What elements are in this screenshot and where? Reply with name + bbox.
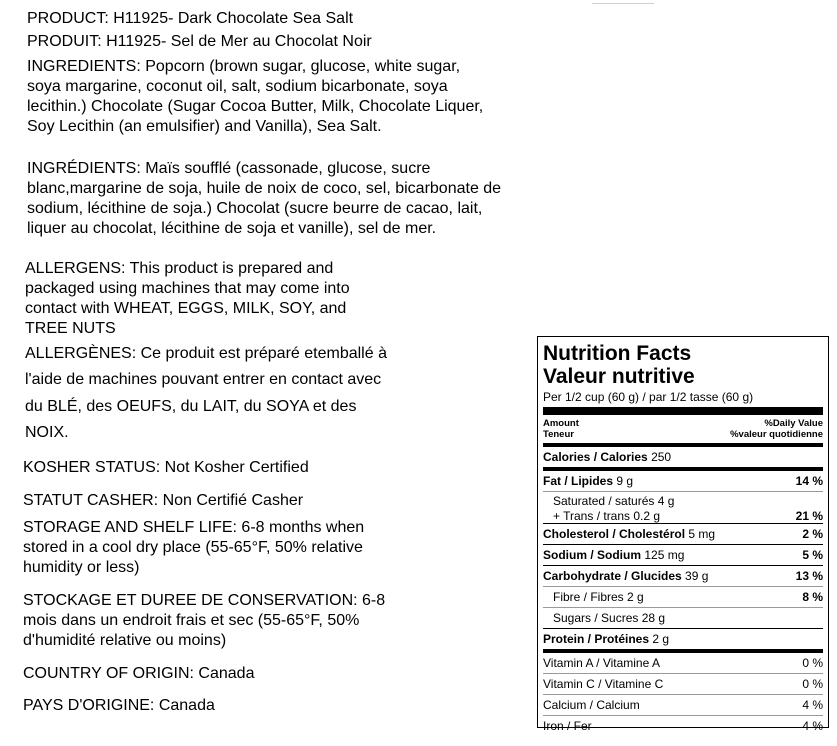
ingredients-en-line: lecithin.) Chocolate (Sugar Cocoa Butter, Milk, Chocolate Liquer, [27, 98, 484, 115]
fibre-label: Fibre / Fibres 2 g [553, 590, 644, 604]
trans-label: + Trans / trans 0.2 g [553, 509, 661, 523]
ingredients-en-line: soya margarine, coconut oil, salt, sodium bicarbonate, soya [27, 78, 448, 95]
allergens-en-line: packaged using machines that may come into [25, 280, 350, 297]
vitamin-label: Vitamin C / Vitamine C [543, 677, 664, 691]
carbohydrate-dv: 13 % [795, 569, 823, 583]
sat-trans-row [543, 492, 823, 524]
kosher-status-fr: STATUT CASHER: Non Certifié Casher [23, 492, 304, 509]
sugars-row [543, 608, 823, 629]
ingredients-fr-line: liquer au chocolat, lécithine de soja et vanille), sel de mer. [27, 220, 437, 237]
vitamin-row [543, 674, 823, 695]
carbohydrate-label: Carbohydrate / Glucides [543, 569, 682, 583]
storage-fr-line: d'humidité relative ou moins) [23, 632, 227, 649]
sodium-label: Sodium / Sodium [543, 548, 641, 562]
serving-size: Per 1/2 cup (60 g) / par 1/2 tasse (60 g) [543, 390, 823, 415]
ingredients-fr-line: INGRÉDIENTS: Maïs soufflé (cassonade, glucose, sucre [27, 160, 431, 177]
storage-en-line: stored in a cool dry place (55-65°F, 50% relative [23, 539, 363, 556]
vitamin-label: Vitamin A / Vitamine A [543, 656, 660, 670]
daily-value-label-en: %Daily Value [764, 418, 823, 429]
ingredients-en-line: Soy Lecithin (an emulsifier) and Vanilla), Sea Salt. [27, 118, 382, 135]
country-of-origin-fr: PAYS D'ORIGINE: Canada [23, 697, 215, 714]
sugars-label: Sugars / Sucres 28 g [553, 611, 666, 625]
vitamin-dv: 0 % [802, 656, 823, 670]
vitamin-dv: 4 % [802, 698, 823, 712]
ingredients-en-line: INGREDIENTS: Popcorn (brown sugar, glucose, white sugar, [27, 58, 461, 75]
cholesterol-dv: 2 % [802, 527, 823, 541]
fat-row [543, 471, 823, 492]
kosher-status-en: KOSHER STATUS: Not Kosher Certified [23, 459, 309, 476]
allergens-en-line: TREE NUTS [25, 320, 116, 337]
allergens-fr-line: l'aide de machines pouvant entrer en contact avec [25, 371, 382, 388]
allergens-en-line: ALLERGENS: This product is prepared and [25, 260, 334, 277]
vitamin-row [543, 653, 823, 674]
sodium-dv: 5 % [802, 548, 823, 562]
fat-label: Fat / Lipides [543, 474, 614, 488]
cholesterol-row [543, 524, 823, 545]
fibre-row [543, 587, 823, 608]
nutrition-title-fr: Valeur nutritive [543, 365, 695, 388]
sodium-amount: 125 mg [644, 548, 685, 562]
product-en: PRODUCT: H11925- Dark Chocolate Sea Salt [27, 10, 354, 27]
vitamin-row [543, 695, 823, 716]
product-fr: PRODUIT: H11925- Sel de Mer au Chocolat Noir [27, 33, 372, 50]
fat-dv: 14 % [795, 474, 823, 488]
vitamin-row [543, 716, 823, 736]
amount-label-fr: Teneur [543, 429, 574, 440]
protein-amount: 2 g [652, 632, 670, 646]
storage-en-line: STORAGE AND SHELF LIFE: 6-8 months when [23, 519, 365, 536]
vitamin-label: Iron / Fer [543, 719, 592, 733]
carbohydrate-amount: 39 g [685, 569, 709, 583]
protein-row [543, 629, 823, 653]
ingredients-fr-line: sodium, lécithine de soja.) Chocolat (sucre beurre de cacao, lait, [27, 200, 483, 217]
fat-amount: 9 g [616, 474, 634, 488]
cholesterol-label: Cholesterol / Cholestérol [543, 527, 686, 541]
allergens-fr-line: du BLÉ, des OEUFS, du LAIT, du SOYA et des [25, 398, 357, 415]
calories-value: 250 [651, 450, 672, 464]
protein-label: Protein / Protéines [543, 632, 650, 646]
sodium-row [543, 545, 823, 566]
allergens-en-line: contact with WHEAT, EGGS, MILK, SOY, and [25, 300, 347, 317]
country-of-origin-en: COUNTRY OF ORIGIN: Canada [23, 665, 255, 682]
fibre-dv: 8 % [802, 590, 823, 604]
calories-row [543, 447, 823, 471]
faint-header-mark [592, 0, 654, 4]
ingredients-fr-line: blanc,margarine de soja, huile de noix de coco, sel, bicarbonate de [27, 180, 502, 197]
calories-label: Calories / Calories [543, 450, 648, 464]
saturated-label: Saturated / saturés 4 g [553, 494, 675, 508]
storage-fr-line: STOCKAGE ET DUREE DE CONSERVATION: 6-8 [23, 592, 386, 609]
vitamin-dv: 4 % [802, 719, 823, 733]
cholesterol-amount: 5 mg [688, 527, 716, 541]
allergens-fr-line: NOIX. [25, 424, 69, 441]
nutrition-header [543, 415, 823, 447]
storage-fr-line: mois dans un endroit frais et sec (55-65°F, 50% [23, 612, 360, 629]
daily-value-label-fr: %valeur quotidienne [730, 429, 823, 440]
allergens-fr-line: ALLERGÈNES: Ce produit est préparé etemballé à [25, 345, 387, 362]
vitamin-label: Calcium / Calcium [543, 698, 640, 712]
carbohydrate-row [543, 566, 823, 587]
sat-trans-dv: 21 % [795, 509, 823, 523]
nutrition-facts-panel [537, 336, 829, 733]
amount-label-en: Amount [543, 418, 579, 429]
storage-en-line: humidity or less) [23, 559, 140, 576]
vitamin-dv: 0 % [802, 677, 823, 691]
nutrition-title-en: Nutrition Facts [543, 342, 692, 365]
